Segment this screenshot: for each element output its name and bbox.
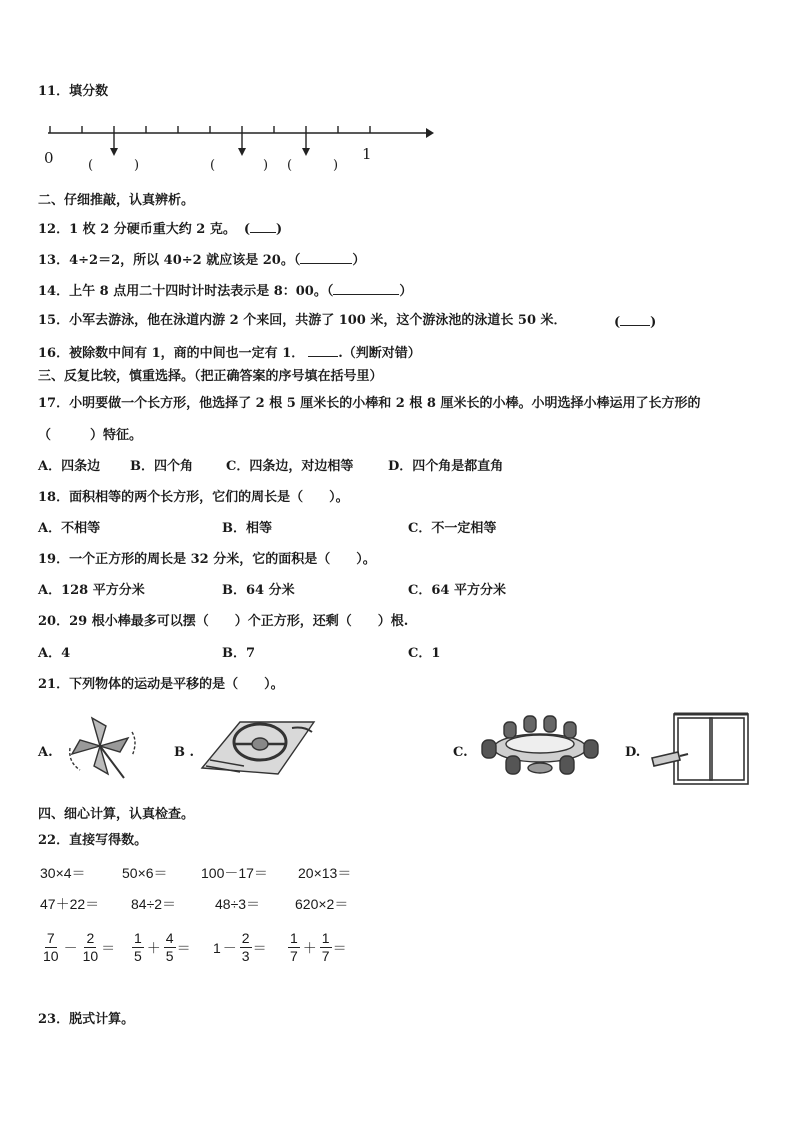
fraction-operator: －: [222, 939, 237, 956]
q18-text: 18．面积相等的两个长方形，它们的周长是（ ）。: [38, 490, 349, 505]
q15-text: 15．小军去游泳，他在泳道内游 2 个来回，共游了 100 米，这个游泳池的泳道长 50 米．: [38, 313, 567, 328]
q22-row1-item-2: 50×6＝: [122, 865, 168, 881]
q16-line: [38, 344, 421, 362]
q20-option-b[interactable]: B．7: [222, 646, 256, 661]
q21-option-c-label[interactable]: C.: [453, 745, 468, 760]
q12-line: [38, 220, 282, 238]
fraction-operator: －: [63, 939, 78, 956]
section-2-heading: 二、仔细推敲，认真辨析。: [38, 193, 195, 208]
steering-wheel-icon: [200, 716, 316, 778]
q22-row1-item-3: 100－17＝: [201, 865, 268, 881]
q20-option-a[interactable]: A．4: [38, 646, 71, 661]
q22-fraction-2: [131, 930, 191, 965]
q13-text: 13．4÷2＝2，所以 40÷2 就应该是 20。: [38, 253, 294, 268]
q14-answer-blank[interactable]: （ ）: [326, 284, 413, 299]
q22-fraction-4: [287, 930, 347, 965]
q16-answer-blank[interactable]: [308, 344, 338, 357]
q17-line-2: （ ）特征。: [38, 428, 143, 443]
q15-line: [38, 313, 567, 329]
fraction-numerator: 4: [165, 930, 174, 946]
fraction-operator: ＋: [146, 939, 161, 956]
q17-option-b[interactable]: B．四个角: [130, 459, 193, 474]
q21-option-a-label[interactable]: A.: [38, 745, 53, 760]
carousel-icon: [478, 714, 602, 780]
answer-paren-1-open: (: [88, 158, 94, 173]
q17-option-c[interactable]: C．四条边，对边相等: [226, 459, 354, 474]
answer-paren-2-open: (: [210, 158, 216, 173]
q18-option-a[interactable]: A．不相等: [38, 521, 101, 536]
q21-text: 21．下列物体的运动是平移的是（ ）。: [38, 677, 284, 692]
q12-text: 12．1 枚 2 分硬币重大约 2 克。: [38, 222, 236, 237]
q21-option-b-label[interactable]: B .: [174, 745, 195, 760]
q17-option-a[interactable]: A．四条边: [38, 459, 101, 474]
fraction-numerator: 2: [241, 930, 250, 946]
q19-option-b[interactable]: B．64 分米: [222, 583, 295, 598]
section-3-heading: 三、反复比较，慎重选择。（把正确答案的序号填在括号里）: [38, 369, 383, 384]
answer-paren-3-close: ): [333, 158, 339, 173]
q20-text: 20．29 根小棒最多可以摆（ ）个正方形，还剩（ ）根.: [38, 614, 409, 629]
fraction-denominator: 10: [82, 948, 99, 964]
q11-title: 11．填分数: [38, 84, 109, 99]
q22-row1-item-4: 20×13＝: [298, 865, 352, 881]
q22-row2-item-1: 47＋22＝: [40, 896, 100, 912]
q22-fraction-1: [40, 930, 115, 965]
fraction-denominator: 5: [134, 948, 142, 964]
q12-answer-blank[interactable]: ( ): [243, 222, 283, 237]
fraction-numerator: 7: [46, 930, 55, 946]
q21-option-d-label[interactable]: D.: [625, 745, 641, 760]
q16-suffix: .（判断对错）: [338, 346, 421, 361]
answer-paren-2-close: ): [263, 158, 269, 173]
number-line: [40, 112, 440, 180]
q20-option-c[interactable]: C．1: [408, 646, 441, 661]
fraction-denominator: 7: [321, 948, 330, 964]
q19-option-a[interactable]: A．128 平方分米: [38, 583, 145, 598]
q13-answer-blank[interactable]: （ ）: [293, 253, 366, 268]
fraction-equals: ＝: [252, 939, 267, 956]
fraction-numerator: 1: [290, 930, 298, 946]
q14-text: 14．上午 8 点用二十四时计时法表示是 8：00。: [38, 284, 327, 299]
fraction-denominator: 5: [165, 948, 174, 964]
q18-option-c[interactable]: C．不一定相等: [408, 521, 497, 536]
q22-row1-item-1: 30×4＝: [40, 865, 86, 881]
q22-row2-item-3: 48÷3＝: [215, 896, 261, 912]
q22-row2-item-4: 620×2＝: [295, 896, 349, 912]
q15-answer-blank[interactable]: ( ): [614, 315, 657, 330]
q23-title: 23．脱式计算。: [38, 1012, 135, 1027]
fraction-numerator: 2: [86, 930, 95, 946]
q13-line: [38, 251, 365, 269]
q14-line: [38, 282, 412, 300]
q18-option-b[interactable]: B．相等: [222, 521, 272, 536]
fraction-numerator: 1: [321, 930, 330, 946]
fraction-operator: ＋: [302, 939, 317, 956]
fraction-equals: ＝: [101, 939, 116, 956]
q19-option-c[interactable]: C．64 平方分米: [408, 583, 506, 598]
q22-title: 22．直接写得数。: [38, 833, 148, 848]
fraction-whole: 1: [213, 939, 221, 956]
section-4-heading: 四、细心计算，认真检查。: [38, 807, 195, 822]
fraction-denominator: 7: [290, 948, 298, 964]
fraction-denominator: 3: [241, 948, 250, 964]
number-line-zero: 0: [44, 149, 54, 167]
sliding-window-icon: [648, 710, 752, 788]
fraction-numerator: 1: [134, 930, 142, 946]
fraction-equals: ＝: [176, 939, 191, 956]
q16-text: 16．被除数中间有 1，商的中间也一定有 1．: [38, 346, 305, 361]
fraction-equals: ＝: [332, 939, 347, 956]
answer-paren-1-close: ): [134, 158, 140, 173]
fraction-denominator: 10: [43, 948, 59, 964]
pinwheel-icon: [62, 712, 140, 780]
q22-fraction-3: [213, 930, 267, 965]
q22-row2-item-2: 84÷2＝: [131, 896, 177, 912]
q17-line-1: 17．小明要做一个长方形，他选择了 2 根 5 厘米长的小棒和 2 根 8 厘米长的小棒。小明选择小棒运用了长方形的: [38, 396, 701, 411]
q19-text: 19．一个正方形的周长是 32 分米，它的面积是（ ）。: [38, 552, 376, 567]
number-line-one: 1: [362, 145, 372, 163]
answer-paren-3-open: (: [287, 158, 293, 173]
q17-option-d[interactable]: D．四个角是都直角: [388, 459, 504, 474]
